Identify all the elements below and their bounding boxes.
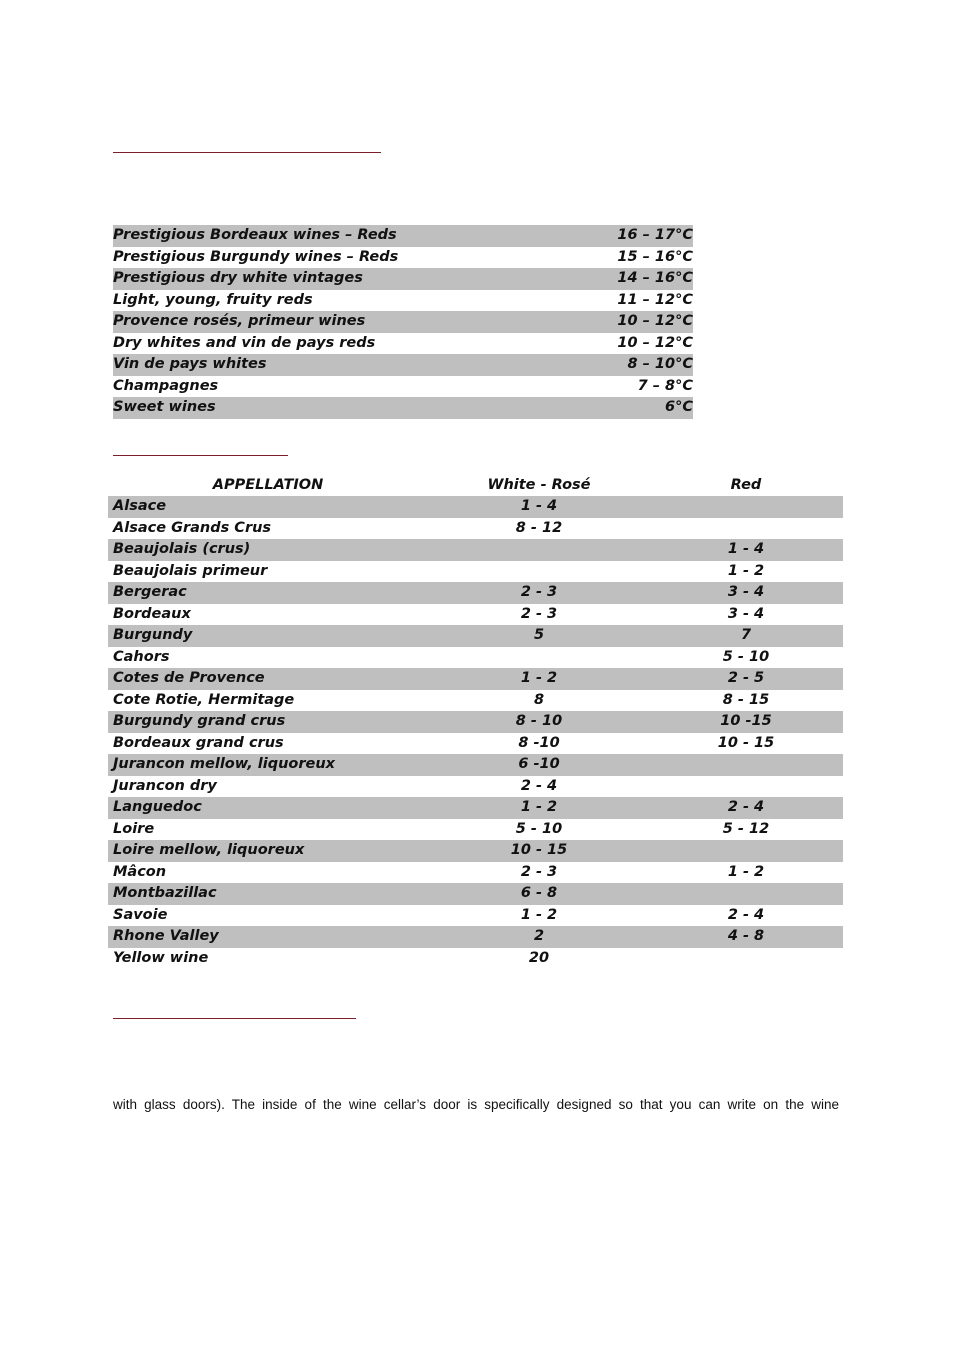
table-row — [108, 604, 846, 626]
appellation-name: Mâcon — [113, 863, 167, 880]
wine-category: Provence rosés, primeur wines — [113, 311, 603, 333]
appellation-name: Alsace Grands Crus — [113, 519, 272, 536]
serving-row — [113, 247, 693, 269]
table-row — [108, 625, 846, 647]
red-years: 5 - 10 — [722, 648, 770, 665]
serving-temperature: 11 – 12°C — [617, 291, 693, 308]
table-header-row — [108, 474, 846, 496]
white-rose-years: 5 — [533, 627, 545, 643]
serving-temperature: 15 – 16°C — [617, 248, 693, 265]
red-years: 8 - 15 — [722, 691, 770, 708]
appellation-name: Cote Rotie, Hermitage — [113, 691, 295, 708]
white-rose-years: 1 - 2 — [520, 799, 558, 815]
table-row — [108, 862, 846, 884]
table-row — [108, 733, 846, 755]
table-row — [108, 561, 846, 583]
header-white-rose: White - Rosé — [487, 477, 591, 493]
wine-category: Prestigious Bordeaux wines – Reds — [113, 225, 603, 247]
serving-temperature: 10 – 12°C — [617, 334, 693, 351]
white-rose-years: 1 - 2 — [520, 906, 558, 923]
white-rose-years: 1 - 4 — [520, 498, 558, 514]
table-row — [108, 948, 846, 970]
serving-temperature: 7 – 8°C — [637, 377, 693, 394]
red-years: 4 - 8 — [727, 928, 765, 944]
header-appellation: APPELLATION — [212, 477, 324, 493]
red-years: 7 — [740, 627, 752, 643]
serving-temperature-table — [113, 225, 693, 419]
appellation-aging-table — [108, 474, 846, 969]
appellation-name: Montbazillac — [113, 885, 217, 901]
white-rose-years: 2 - 3 — [520, 605, 558, 622]
red-years: 5 - 12 — [722, 820, 770, 837]
table-row — [108, 905, 846, 927]
appellation-name: Beaujolais (crus) — [113, 541, 251, 557]
serving-row — [113, 290, 693, 312]
wine-category: Light, young, fruity reds — [113, 291, 313, 308]
serving-row — [113, 354, 693, 376]
serving-row — [113, 397, 693, 419]
wine-category: Dry whites and vin de pays reds — [113, 334, 376, 351]
serving-temperature: 10 – 12°C — [603, 311, 693, 333]
red-years: 1 - 2 — [727, 562, 765, 579]
wine-category: Champagnes — [113, 377, 219, 394]
red-years: 2 - 4 — [727, 906, 765, 923]
table-row — [108, 690, 846, 712]
serving-row — [113, 333, 693, 355]
white-rose-years: 8 - 12 — [515, 519, 563, 536]
appellation-name: Alsace — [113, 498, 167, 514]
section-heading-underline — [113, 1018, 356, 1019]
serving-temperature: 16 – 17°C — [603, 225, 693, 247]
appellation-name: Rhone Valley — [113, 928, 219, 944]
appellation-name: Jurancon mellow, liquoreux — [113, 756, 336, 772]
appellation-name: Cotes de Provence — [113, 670, 265, 686]
white-rose-years: 2 — [533, 928, 545, 944]
serving-row — [113, 225, 693, 247]
table-row — [108, 711, 846, 733]
white-rose-years: 8 — [533, 691, 545, 708]
serving-row — [113, 311, 693, 333]
white-rose-years: 2 - 3 — [520, 584, 558, 600]
red-years: 10 -15 — [720, 713, 772, 729]
appellation-name: Loire mellow, liquoreux — [113, 842, 305, 858]
table-row — [108, 582, 846, 604]
white-rose-years: 1 - 2 — [520, 670, 558, 686]
appellation-name: Burgundy grand crus — [113, 713, 286, 729]
table-row — [108, 496, 846, 518]
appellation-name: Languedoc — [113, 799, 202, 815]
serving-row — [113, 376, 693, 398]
white-rose-years: 2 - 4 — [520, 777, 558, 794]
white-rose-years: 6 -10 — [518, 756, 560, 772]
table-row — [108, 668, 846, 690]
wine-category: Prestigious dry white vintages — [113, 268, 603, 290]
white-rose-years: 2 - 3 — [520, 863, 558, 880]
wine-category: Prestigious Burgundy wines – Reds — [113, 248, 399, 265]
white-rose-years: 6 - 8 — [520, 885, 558, 901]
white-rose-years: 8 -10 — [518, 734, 560, 751]
red-years: 3 - 4 — [727, 605, 765, 622]
paragraph-text: with glass doors). The inside of the wine cellar’s door is specifically designed so that you can write on the wine — [113, 1097, 839, 1112]
white-rose-years: 20 — [528, 949, 550, 966]
table-row — [108, 819, 846, 841]
appellation-name: Beaujolais primeur — [113, 562, 268, 579]
table-row — [108, 883, 846, 905]
red-years: 2 - 4 — [727, 799, 765, 815]
section-heading-underline — [113, 455, 288, 456]
appellation-name: Bordeaux — [113, 605, 191, 622]
table-row — [108, 539, 846, 561]
table-row — [108, 840, 846, 862]
serving-row — [113, 268, 693, 290]
serving-temperature: 6°C — [603, 397, 693, 419]
red-years: 1 - 4 — [727, 541, 765, 557]
table-row — [108, 926, 846, 948]
red-years: 10 - 15 — [717, 734, 775, 751]
appellation-name: Bergerac — [113, 584, 187, 600]
table-row — [108, 518, 846, 540]
appellation-name: Loire — [113, 820, 155, 837]
red-years: 2 - 5 — [727, 670, 765, 686]
table-row — [108, 797, 846, 819]
white-rose-years: 8 - 10 — [515, 713, 563, 729]
table-row — [108, 776, 846, 798]
appellation-name: Yellow wine — [113, 949, 209, 966]
serving-temperature: 14 – 16°C — [603, 268, 693, 290]
wine-category: Vin de pays whites — [113, 354, 603, 376]
red-years: 1 - 2 — [727, 863, 765, 880]
appellation-name: Savoie — [113, 906, 168, 923]
table-body — [108, 496, 846, 969]
header-red: Red — [730, 477, 762, 493]
section-heading-underline — [113, 152, 381, 153]
white-rose-years: 10 - 15 — [510, 842, 568, 858]
appellation-name: Jurancon dry — [113, 777, 217, 794]
serving-temperature: 8 – 10°C — [603, 354, 693, 376]
table-row — [108, 647, 846, 669]
appellation-name: Cahors — [113, 648, 170, 665]
appellation-name: Bordeaux grand crus — [113, 734, 284, 751]
red-years: 3 - 4 — [727, 584, 765, 600]
appellation-name: Burgundy — [113, 627, 193, 643]
table-row — [108, 754, 846, 776]
wine-category: Sweet wines — [113, 397, 603, 419]
white-rose-years: 5 - 10 — [515, 820, 563, 837]
